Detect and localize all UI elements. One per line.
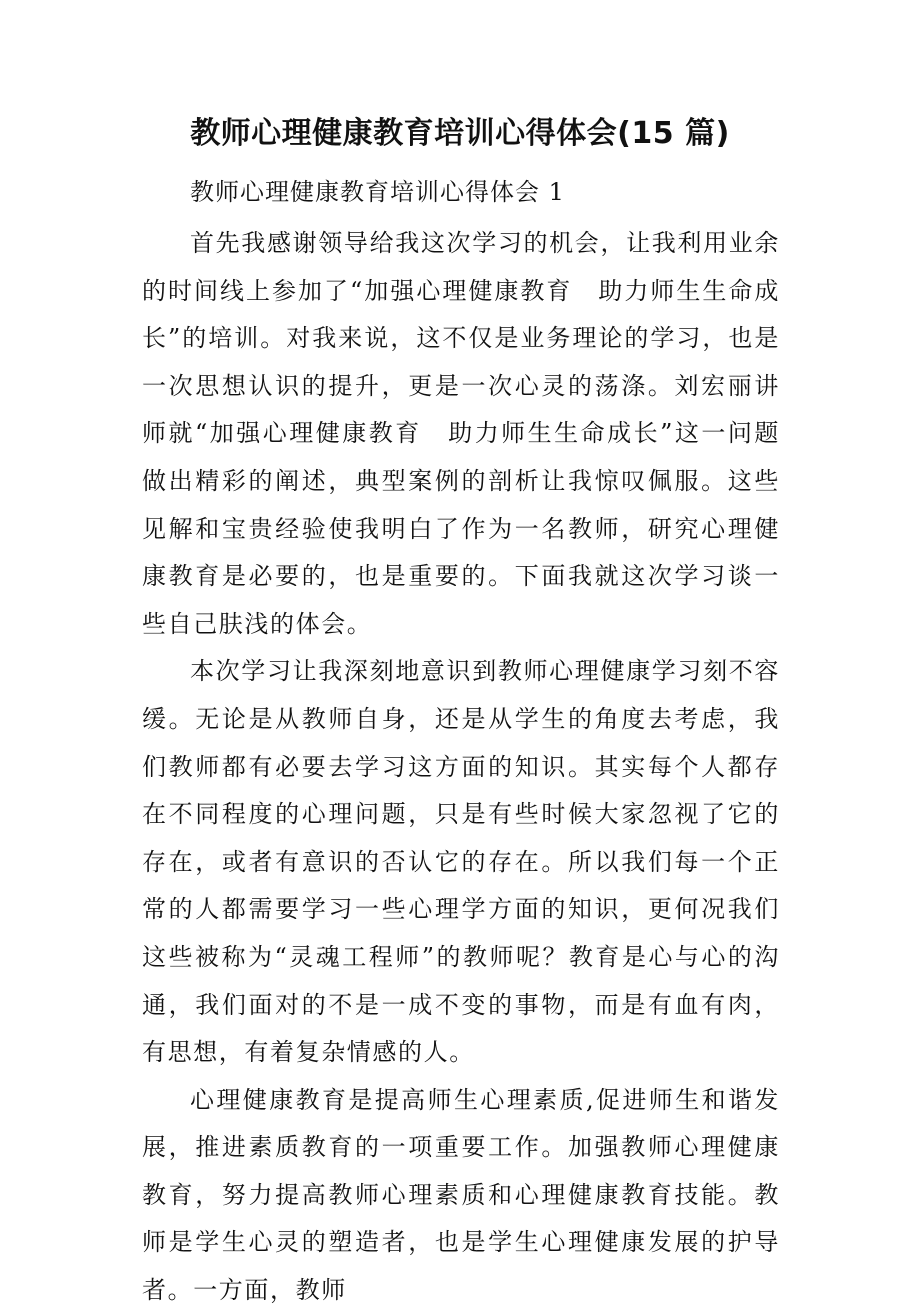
paragraph-2: 本次学习让我深刻地意识到教师心理健康学习刻不容缓。无论是从教师自身，还是从学生的角度去考虑，我们教师都有必要去学习这方面的知识。其实每个人都存在不同程度的心理问题，只是有些时候大家忽视了它的存在，或者有意识的否认它的存在。所以我们每一个正常的人都需要学习一些心理学方面的知识，更何况我们这些被称为“灵魂工程师”的教师呢？教育是心与心的沟通，我们面对的不是一成不变的事物，而是有血有肉，有思想，有着复杂情感的人。 xyxy=(142,657,780,1067)
document-body xyxy=(142,220,780,1315)
section-heading: 教师心理健康教育培训心得体会 1 xyxy=(190,178,565,206)
paragraph-3: 心理健康教育是提高师生心理素质,促进师生和谐发展，推进素质教育的一项重要工作。加强教师心理健康教育，努力提高教师心理素质和心理健康教育技能。教师是学生心灵的塑造者，也是学生心理健康发展的护导者。一方面，教师 xyxy=(142,1085,780,1305)
paragraph-1: 首先我感谢领导给我这次学习的机会，让我利用业余的时间线上参加了“加强心理健康教育 助力师生生命成长”的培训。对我来说，这不仅是业务理论的学习，也是一次思想认识的提升，更是一次心灵的荡涤。刘宏丽讲师就“加强心理健康教育 助力师生生命成长”这一问题做出精彩的阐述，典型案例的剖析让我惊叹佩服。这些见解和宝贵经验使我明白了作为一名教师，研究心理健康教育是必要的，也是重要的。下面我就这次学习谈一些自己肤浅的体会。 xyxy=(142,229,780,638)
document-title: 教师心理健康教育培训心得体会(15 篇) xyxy=(190,116,730,151)
